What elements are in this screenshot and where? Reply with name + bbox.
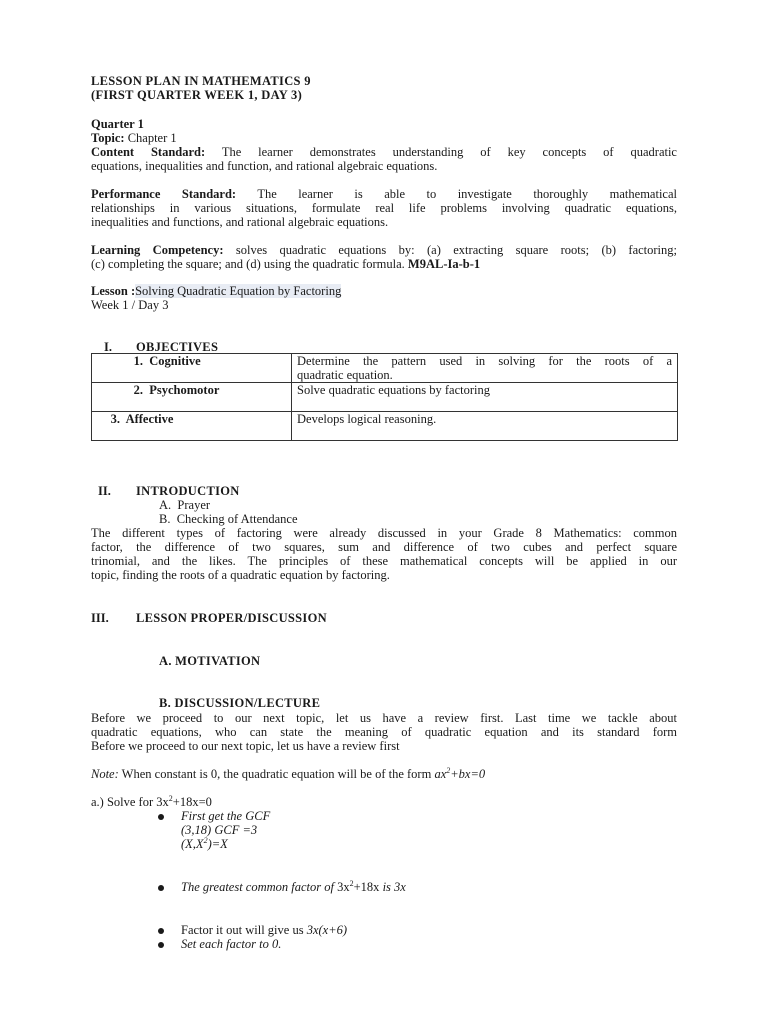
objective-description: Determine the pattern used in solving for the roots of a [297, 354, 672, 368]
document-subtitle: (FIRST QUARTER WEEK 1, DAY 3) [91, 88, 303, 102]
step1c-a: (X,X [181, 837, 204, 851]
lesson-proper-heading: LESSON PROPER/DISCUSSION [136, 611, 327, 625]
topic-value: Chapter 1 [127, 131, 177, 145]
learning-competency-line1 [91, 243, 677, 257]
learning-competency-text2: (c) completing the square; and (d) using the quadratic formula. [91, 257, 405, 271]
intro-item [159, 512, 298, 526]
step2-a: The greatest common factor of [181, 880, 338, 894]
note-label: Note: [91, 767, 119, 781]
quarter: Quarter 1 [91, 117, 144, 131]
bullet-icon [158, 928, 164, 934]
intro-item-letter: B. [159, 512, 171, 526]
objective-number: 2. [133, 383, 143, 397]
document-title: LESSON PLAN IN MATHEMATICS 9 [91, 74, 311, 88]
intro-item-text: Prayer [177, 498, 211, 512]
objective-number: 1. [133, 354, 143, 368]
discussion-heading: B. DISCUSSION/LECTURE [159, 696, 321, 710]
table-row [92, 383, 678, 412]
step2-c: +18x [353, 880, 380, 894]
step1c-sup: 2 [203, 836, 208, 845]
learning-competency-line2 [91, 257, 480, 271]
objective-description: Develops logical reasoning. [297, 412, 437, 426]
objective-label: Affective [125, 412, 174, 426]
objectives-numeral: I. [104, 340, 112, 354]
objective-description-cell [292, 383, 678, 412]
step1: First get the GCF [181, 809, 271, 823]
topic-line [91, 131, 177, 145]
objective-description-cont: quadratic equation. [297, 368, 393, 382]
step3 [181, 923, 347, 937]
step2-e: 3x [394, 880, 406, 894]
objective-description-cell [292, 412, 678, 441]
intro-item-text: Checking of Attendance [176, 512, 298, 526]
objectives-heading: OBJECTIVES [136, 340, 219, 354]
content-standard-text2: equations, inequalities and function, and rational algebraic equations. [91, 159, 438, 173]
motivation-heading: A. MOTIVATION [159, 654, 261, 668]
bullet-icon [158, 885, 164, 891]
table-row [92, 412, 678, 441]
step1-gcf: (3,18) GCF =3 [181, 823, 258, 837]
week-day: Week 1 / Day 3 [91, 298, 169, 312]
objective-label-cell [92, 354, 292, 383]
step2-sup: 2 [349, 879, 354, 888]
lesson-line [91, 284, 341, 298]
bullet-icon [158, 814, 164, 820]
introduction-numeral: II. [98, 484, 111, 498]
performance-standard-label: Performance Standard: [91, 187, 237, 201]
learning-competency-text1: solves quadratic equations by: (a) extracting square roots; (b) factoring; [235, 243, 677, 257]
discussion-line3: Before we proceed to our next topic, let us have a review first [91, 739, 400, 753]
note-form-b: +bx=0 [450, 767, 486, 781]
objective-description-cell [292, 354, 678, 383]
lesson-proper-numeral: III. [91, 611, 109, 625]
bullet-icon [158, 942, 164, 948]
intro-paragraph-line4: topic, finding the roots of a quadratic equation by factoring. [91, 568, 390, 582]
step3-a: Factor it out will give us [181, 923, 307, 937]
note-line [91, 767, 485, 781]
step1-variable [181, 837, 228, 851]
example-line [91, 795, 212, 809]
topic-label: Topic: [91, 131, 125, 145]
objective-label-cell [92, 412, 292, 441]
intro-paragraph-line2: factor, the difference of two squares, sum and difference of two cubes and perfect square [91, 540, 677, 554]
note-form-a: ax [434, 767, 447, 781]
intro-item [159, 498, 210, 512]
lesson-title: Solving Quadratic Equation by Factoring [135, 284, 342, 298]
objective-description: Solve quadratic equations by factoring [297, 383, 490, 397]
introduction-heading: INTRODUCTION [136, 484, 240, 498]
content-standard-label: Content Standard: [91, 145, 206, 159]
content-standard-line1 [91, 145, 677, 159]
performance-standard-text3: inequalities and functions, and rational algebraic equations. [91, 215, 389, 229]
objectives-table [91, 353, 678, 441]
performance-standard-text2: relationships in various situations, formulate real life problems involving quadratic equations, [91, 201, 677, 215]
lesson-label: Lesson : [91, 284, 136, 298]
example-sup: 2 [168, 794, 173, 803]
step3-b: 3x(x+6) [306, 923, 348, 937]
step2-d: is [379, 880, 395, 894]
table-row [92, 354, 678, 383]
example-b: +18x=0 [172, 795, 212, 809]
objective-number: 3. [110, 412, 120, 426]
step1c-b: )=X [207, 837, 228, 851]
objective-label-cell [92, 383, 292, 412]
performance-standard-line1 [91, 187, 677, 201]
note-form-sup: 2 [446, 766, 451, 775]
step4: Set each factor to 0. [181, 937, 282, 951]
intro-paragraph-line1: The different types of factoring were already discussed in your Grade 8 Mathematics: common [91, 526, 677, 540]
objective-label: Psychomotor [149, 383, 220, 397]
intro-paragraph-line3: trinomial, and the likes. The principles of these mathematical concepts will be applied in our [91, 554, 677, 568]
content-standard-text1: The learner demonstrates understanding of key concepts of quadratic [221, 145, 677, 159]
discussion-line1: Before we proceed to our next topic, let us have a review first. Last time we tackle about [91, 711, 677, 725]
discussion-line2: quadratic equations, who can state the meaning of quadratic equation and its standard form [91, 725, 677, 739]
competency-code: M9AL-Ia-b-1 [407, 257, 481, 271]
step2 [181, 880, 406, 894]
intro-item-letter: A. [159, 498, 172, 512]
step2-b: 3x [337, 880, 350, 894]
performance-standard-text1: The learner is able to investigate thoroughly mathematical [257, 187, 677, 201]
objective-label: Cognitive [149, 354, 201, 368]
example-a: a.) Solve for 3x [91, 795, 169, 809]
learning-competency-label: Learning Competency: [91, 243, 224, 257]
note-text: When constant is 0, the quadratic equation will be of the form [118, 767, 435, 781]
